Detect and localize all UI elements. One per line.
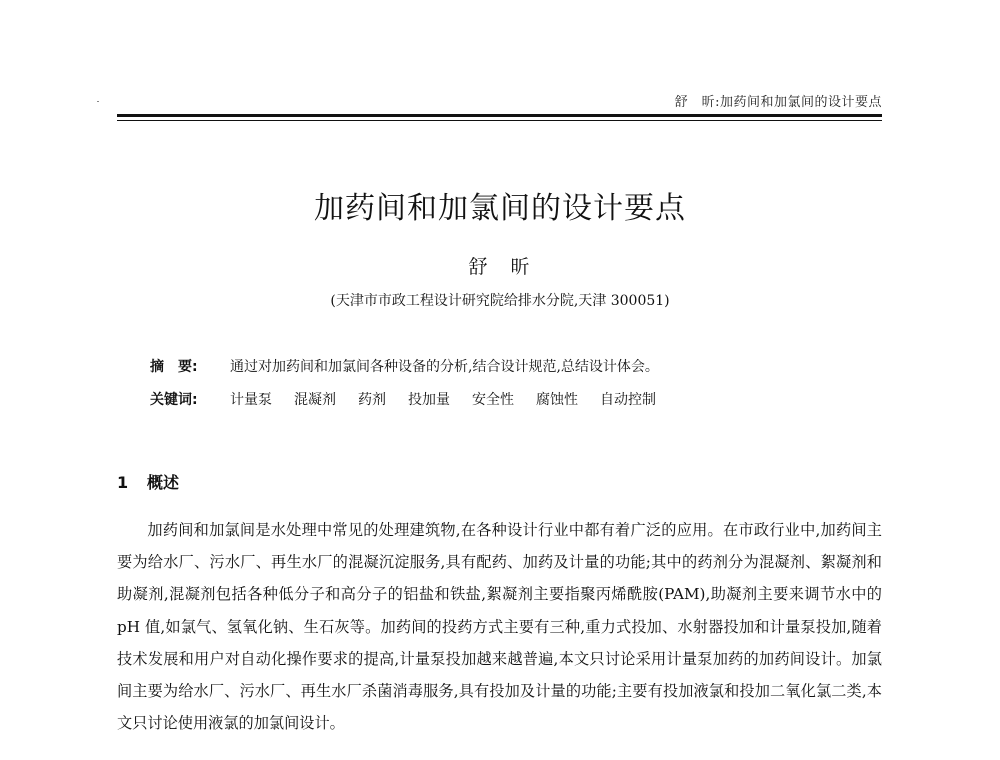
keywords-label: 关键词: <box>150 392 198 408</box>
abstract-text: 通过对加药间和加氯间各种设备的分析,结合设计规范,总结设计体会。 <box>230 359 659 375</box>
section-title: 概述 <box>147 473 180 492</box>
section-number: 1 <box>117 473 129 492</box>
header-rule-thin <box>117 120 882 121</box>
author-affiliation: (天津市市政工程设计研究院给排水分院,天津 300051) <box>330 293 670 309</box>
body-paragraph: 加药间和加氯间是水处理中常见的处理建筑物,在各种设计行业中都有着广泛的应用。在市政行业中,加药间主要为给水厂、污水厂、再生水厂的混凝沉淀服务,具有配药、加药及计量的功能;其中的药剂分为混凝剂、絮凝剂和助凝剂,混凝剂包括各种低分子和高分子的铝盐和铁盐,絮凝剂主要指聚丙烯酰胺(PAM),助凝剂主要来调节水中的 pH 值,如氯气、氢氧化钠、生石灰等。加药间的投药方式主要有三种,重力式投加、水射器投加和计量泵投加,随着技术发展和用户对自动化操作要求的提高,计量泵投加越来越普遍,本文只讨论采用计量泵加药的加药间设计。加氯间主要为给水厂、污水厂、再生水厂杀菌消毒服务,具有投加及计量的功能;主要有投加液氯和投加二氧化氯二类,本文只讨论使用液氯的加氯间设计。 <box>117 521 882 733</box>
abstract-row <box>150 356 659 376</box>
section-heading <box>117 470 179 493</box>
abstract-label: 摘 要: <box>150 359 198 375</box>
keyword-item: 计量泵 <box>230 392 272 408</box>
keywords-row <box>150 389 678 409</box>
keyword-item: 自动控制 <box>600 392 656 408</box>
header-rule-thick <box>117 114 882 117</box>
running-head: 舒 昕:加药间和加氯间的设计要点 <box>674 95 882 110</box>
keyword-item: 药剂 <box>358 392 386 408</box>
keyword-item: 安全性 <box>472 392 514 408</box>
paper-title: 加药间和加氯间的设计要点 <box>314 191 686 226</box>
keyword-item: 混凝剂 <box>294 392 336 408</box>
keyword-item: 腐蚀性 <box>536 392 578 408</box>
scan-speck <box>97 101 99 102</box>
keyword-item: 投加量 <box>408 392 450 408</box>
author-name: 舒 昕 <box>468 256 532 278</box>
